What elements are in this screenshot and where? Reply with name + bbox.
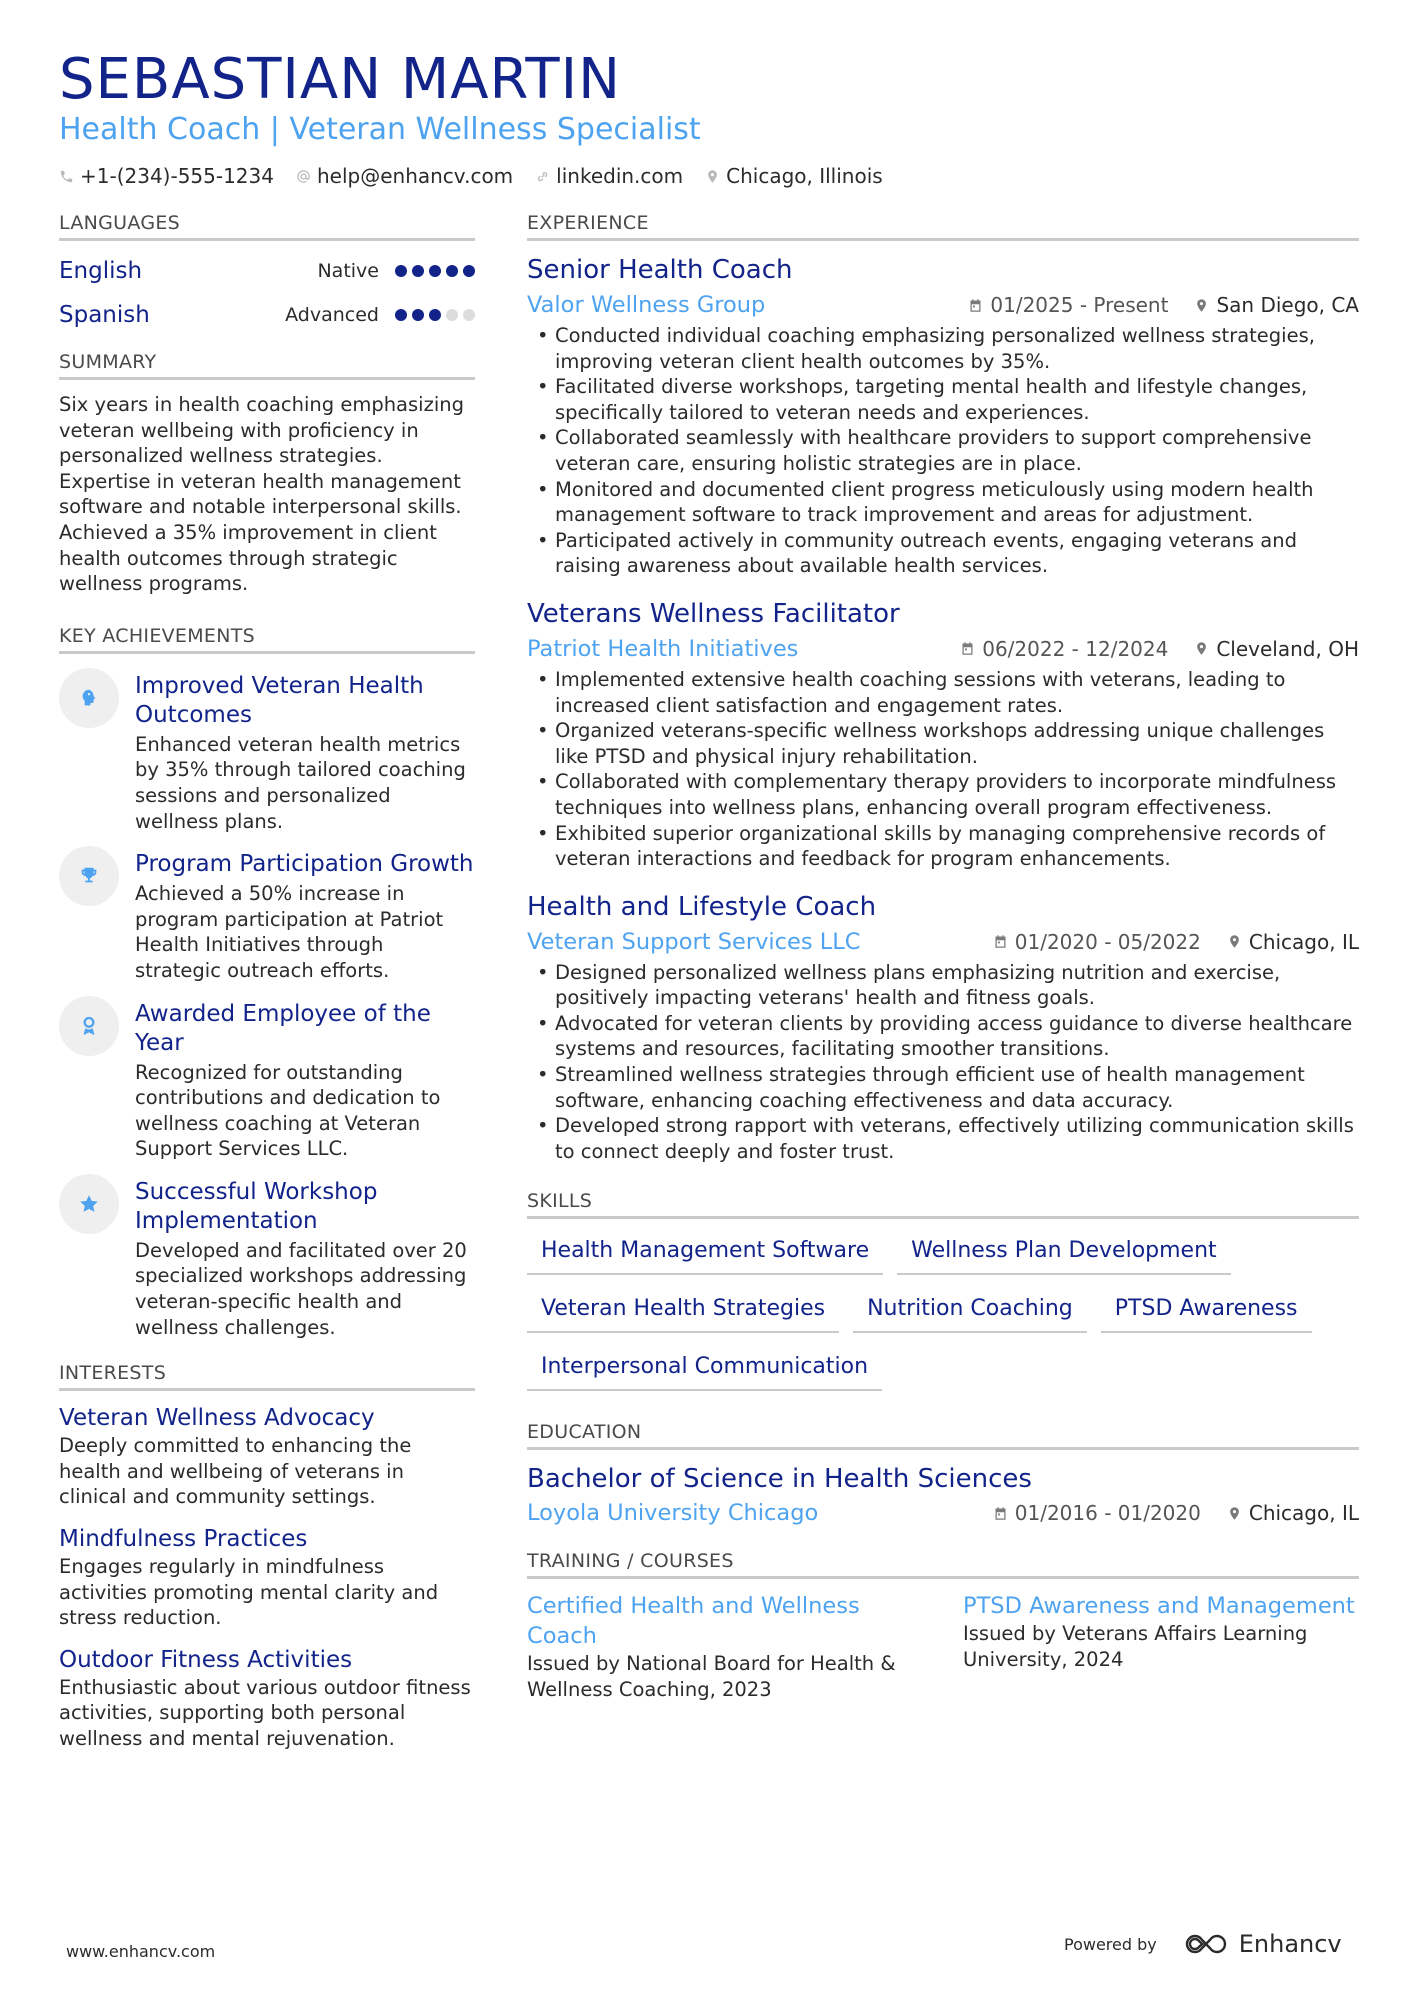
job-meta: [527, 926, 1359, 958]
candidate-title: Health Coach | Veteran Wellness Specialist: [59, 112, 701, 147]
training-heading: TRAINING / COURSES: [527, 1550, 1359, 1579]
powered-by-text: Powered by: [1064, 1934, 1157, 1954]
rating-dot-filled: [463, 265, 475, 277]
brand-name: Enhancv: [1238, 1930, 1342, 1958]
job-date: [993, 930, 1201, 954]
job-location: [1194, 293, 1359, 317]
skills-list: [527, 1231, 1359, 1391]
experience-heading: EXPERIENCE: [527, 212, 1359, 241]
at-icon: [296, 169, 311, 184]
job-location-text: San Diego, CA: [1216, 293, 1359, 317]
map-pin-icon: [1194, 298, 1209, 313]
trophy-icon: [78, 865, 100, 887]
course-item: [527, 1591, 923, 1702]
job-bullet: • Developed strong rapport with veterans, effectively utilizing communication skills to connect deeply and foster trust.: [527, 1113, 1359, 1164]
calendar-icon: [993, 1506, 1008, 1521]
education-location: [1227, 1501, 1359, 1525]
job-bullet: • Facilitated diverse workshops, targeting mental health and lifestyle changes, specifically tailored to veteran needs and experiences.: [527, 374, 1359, 425]
job-date: [960, 637, 1168, 661]
job-bullet: • Participated actively in community outreach events, engaging veterans and raising awareness about available health services.: [527, 528, 1359, 579]
award-icon: [78, 1015, 100, 1037]
job-bullet: • Exhibited superior organizational skills by managing comprehensive records of veteran interactions and feedback for program enhancements.: [527, 821, 1359, 872]
job-bullet: • Monitored and documented client progress meticulously using modern health management software to track improvement and areas for adjustment.: [527, 477, 1359, 528]
interest-title: Outdoor Fitness Activities: [59, 1646, 353, 1673]
achievement-title: Improved Veteran Health Outcomes: [135, 672, 424, 728]
job-bullets: [527, 323, 1359, 579]
education-date-text: 01/2016 - 01/2020: [1014, 1501, 1201, 1526]
achievement-desc: Developed and facilitated over 20 specialized workshops addressing veteran-specific health and wellness challenges.: [135, 1238, 467, 1339]
course-title: PTSD Awareness and Management: [963, 1593, 1355, 1620]
education-date: [993, 1501, 1201, 1525]
skill-tag: Nutrition Coaching: [853, 1289, 1087, 1333]
achievement-body: [135, 1178, 475, 1340]
achievement-icon-wrap: [59, 846, 119, 906]
school-name: Loyola University Chicago: [527, 1500, 819, 1527]
achievements-heading: KEY ACHIEVEMENTS: [59, 625, 475, 654]
interest-title: Veteran Wellness Advocacy: [59, 1405, 375, 1432]
job-bullets: [527, 667, 1359, 872]
map-pin-icon: [1227, 1506, 1242, 1521]
degree-title: Bachelor of Science in Health Sciences: [527, 1464, 1032, 1495]
phone-icon: [59, 169, 74, 184]
contact-row: [59, 164, 1359, 188]
linkedin-text: linkedin.com: [556, 164, 684, 188]
job-date: [968, 293, 1168, 317]
interest-desc: Engages regularly in mindfulness activities promoting mental clarity and stress reduction.: [59, 1555, 439, 1630]
star-icon: [78, 1193, 100, 1215]
job-bullet: • Advocated for veteran clients by providing access guidance to diverse healthcare systems and resources, facilitating smoother transitions.: [527, 1011, 1359, 1062]
job-bullet: • Conducted individual coaching emphasizing personalized wellness strategies, improving veteran client health outcomes by 35%.: [527, 323, 1359, 374]
footer-website[interactable]: www.enhancv.com: [66, 1942, 216, 1961]
phone-text: +1-(234)-555-1234: [80, 164, 274, 188]
interests-list: [59, 1403, 475, 1751]
rating-dot-empty: [446, 309, 458, 321]
skill-tag: PTSD Awareness: [1101, 1289, 1312, 1333]
job-entry: [527, 597, 1359, 872]
candidate-name: SEBASTIAN MARTIN: [59, 47, 621, 112]
interest-item: [59, 1524, 475, 1631]
achievement-desc: Enhanced veteran health metrics by 35% through tailored coaching sessions and personalized wellness plans.: [135, 732, 466, 833]
footer-branding: [1064, 1930, 1342, 1958]
achievements-list: [59, 672, 475, 1341]
brand-logo[interactable]: [1183, 1930, 1342, 1958]
education-heading: EDUCATION: [527, 1421, 1359, 1450]
job-bullet: • Streamlined wellness strategies through efficient use of health management software, enhancing coaching effectiveness and data accuracy.: [527, 1062, 1359, 1113]
job-bullets: [527, 960, 1359, 1165]
contact-email[interactable]: [296, 164, 513, 188]
summary-heading: SUMMARY: [59, 351, 475, 380]
achievement-item: [59, 1000, 475, 1162]
rating-dot-empty: [463, 309, 475, 321]
company-name: Veteran Support Services LLC: [527, 928, 861, 955]
rating-dot-filled: [446, 265, 458, 277]
achievement-title: Awarded Employee of the Year: [135, 1000, 431, 1056]
company-name: Valor Wellness Group: [527, 292, 766, 318]
course-item: [963, 1591, 1359, 1702]
enhancv-logo-icon: [1183, 1932, 1229, 1956]
left-column: [59, 212, 475, 1766]
link-icon: [535, 169, 550, 184]
achievement-icon-wrap: [59, 996, 119, 1056]
languages-list: [59, 249, 475, 337]
skill-tag: Wellness Plan Development: [897, 1231, 1231, 1275]
achievement-title: Program Participation Growth: [135, 851, 474, 878]
language-item: [59, 293, 475, 337]
rating-dot-filled: [429, 265, 441, 277]
skill-tag: Health Management Software: [527, 1231, 883, 1275]
course-desc: Issued by Veterans Affairs Learning University, 2024: [963, 1622, 1308, 1672]
skills-heading: SKILLS: [527, 1190, 1359, 1219]
job-entry: [527, 253, 1359, 579]
location-text: Chicago, Illinois: [726, 164, 883, 188]
achievement-icon-wrap: [59, 668, 119, 728]
calendar-icon: [993, 934, 1008, 949]
course-title: Certified Health and Wellness Coach: [527, 1593, 860, 1650]
education-meta: [527, 1496, 1359, 1530]
achievement-icon-wrap: [59, 1174, 119, 1234]
company-name: Patriot Health Initiatives: [527, 635, 799, 662]
interest-desc: Enthusiastic about various outdoor fitness activities, supporting both personal wellness and mental rejuvenation.: [59, 1675, 471, 1750]
job-entry: [527, 890, 1359, 1165]
language-rating: [395, 265, 475, 277]
right-column: [527, 212, 1359, 1703]
interest-title: Mindfulness Practices: [59, 1526, 308, 1553]
job-bullet: • Collaborated seamlessly with healthcare providers to support comprehensive veteran care, ensuring holistic strategies are in place.: [527, 425, 1359, 476]
email-text: help@enhancv.com: [316, 164, 514, 188]
summary-text: Six years in health coaching emphasizing veteran wellbeing with proficiency in personalized wellness strategies. Expertise in veteran health management software and notable interpersonal skills. Achieved a 35% improvement in client health outcomes through strategic wellness programs.: [59, 393, 464, 596]
achievement-body: [135, 672, 475, 834]
calendar-icon: [960, 641, 975, 656]
skill-tag: Interpersonal Communication: [527, 1347, 882, 1391]
achievement-body: [135, 850, 475, 983]
job-meta: [527, 633, 1359, 665]
job-location-text: Cleveland, OH: [1216, 636, 1359, 661]
language-name: English: [59, 258, 143, 284]
course-desc: Issued by National Board for Health & Wellness Coaching, 2023: [527, 1652, 896, 1702]
interest-desc: Deeply committed to enhancing the health and wellbeing of veterans in clinical and community settings.: [59, 1434, 412, 1509]
contact-location: [705, 164, 883, 188]
job-title: Health and Lifestyle Coach: [527, 891, 877, 922]
calendar-icon: [968, 298, 983, 313]
education-entry: [527, 1462, 1359, 1530]
courses-list: [527, 1591, 1359, 1702]
rating-dot-filled: [429, 309, 441, 321]
achievement-item: [59, 850, 475, 983]
interest-item: [59, 1645, 475, 1752]
brain-icon: [78, 687, 100, 709]
language-name: Spanish: [59, 302, 150, 328]
skill-tag: Veteran Health Strategies: [527, 1289, 839, 1333]
education-location-text: Chicago, IL: [1248, 1501, 1359, 1526]
job-title: Senior Health Coach: [527, 255, 793, 285]
job-location: [1194, 637, 1359, 661]
job-bullet: • Designed personalized wellness plans emphasizing nutrition and exercise, positively impacting veterans' health and fitness goals.: [527, 960, 1359, 1011]
rating-dot-filled: [412, 309, 424, 321]
achievement-item: [59, 1178, 475, 1340]
job-date-text: 06/2022 - 12/2024: [982, 636, 1169, 661]
map-pin-icon: [1227, 934, 1242, 949]
achievement-body: [135, 1000, 475, 1162]
job-date-text: 01/2020 - 05/2022: [1014, 929, 1201, 954]
languages-heading: LANGUAGES: [59, 212, 475, 241]
rating-dot-filled: [395, 265, 407, 277]
rating-dot-filled: [395, 309, 407, 321]
interest-item: [59, 1403, 475, 1510]
contact-linkedin[interactable]: [535, 164, 683, 188]
language-level: Advanced: [285, 304, 379, 326]
achievement-title: Successful Workshop Implementation: [135, 1178, 378, 1234]
job-meta: [527, 289, 1359, 321]
achievement-item: [59, 672, 475, 834]
interests-heading: INTERESTS: [59, 1362, 475, 1391]
job-bullet: • Implemented extensive health coaching sessions with veterans, leading to increased client satisfaction and engagement rates.: [527, 667, 1359, 718]
job-location-text: Chicago, IL: [1248, 929, 1359, 954]
rating-dot-filled: [412, 265, 424, 277]
language-level: Native: [317, 260, 379, 282]
language-rating: [395, 309, 475, 321]
achievement-desc: Achieved a 50% increase in program participation at Patriot Health Initiatives through strategic outreach efforts.: [135, 882, 444, 982]
contact-phone[interactable]: [59, 164, 274, 188]
map-pin-icon: [1194, 641, 1209, 656]
job-bullet: • Organized veterans-specific wellness workshops addressing unique challenges like PTSD and physical injury rehabilitation.: [527, 718, 1359, 769]
job-location: [1227, 930, 1359, 954]
job-bullet: • Collaborated with complementary therapy providers to incorporate mindfulness techniques into wellness plans, enhancing overall program effectiveness.: [527, 769, 1359, 820]
job-title: Veterans Wellness Facilitator: [527, 598, 900, 629]
resume-header: [59, 44, 1359, 188]
language-item: [59, 249, 475, 293]
achievement-desc: Recognized for outstanding contributions and dedication to wellness coaching at Veteran Support Services LLC.: [135, 1060, 441, 1161]
job-date-text: 01/2025 - Present: [990, 293, 1169, 317]
map-pin-icon: [705, 169, 720, 184]
